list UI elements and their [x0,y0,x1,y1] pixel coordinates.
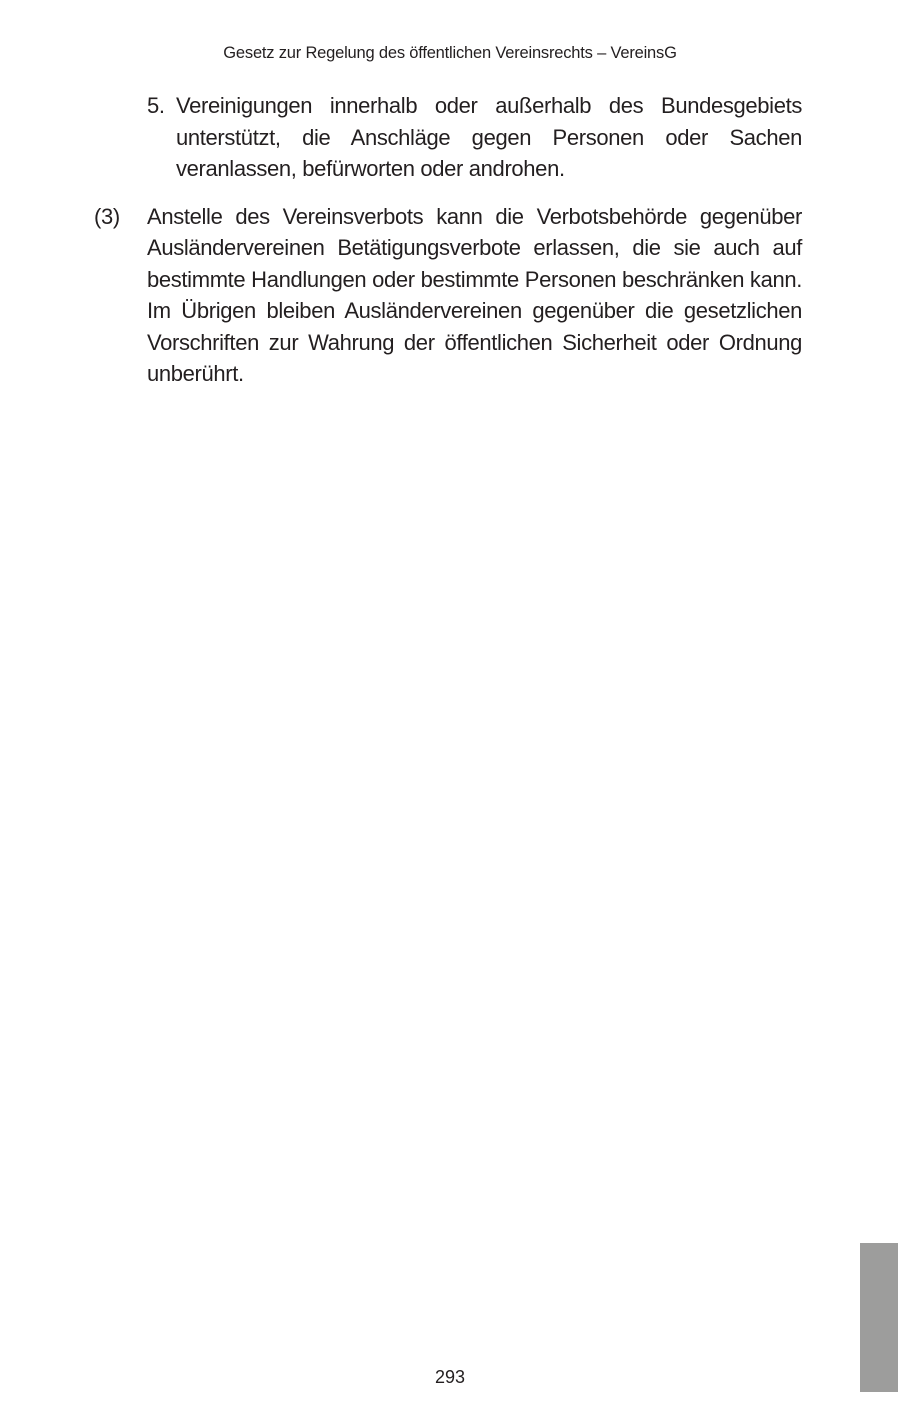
page-body [0,90,900,390]
paragraph-3 [94,201,802,390]
paragraph-number: (3) [94,203,120,229]
thumb-index-tab [860,1243,898,1392]
running-header: Gesetz zur Regelung des öffentlichen Vereinsrechts – VereinsG [223,44,677,62]
list-item-5 [147,90,802,185]
list-item-text: Vereinigungen innerhalb oder außerhalb des Bundesgebiets unterstützt, die Anschläge gegen Personen oder Sachen veranlassen, befürworten oder androhen. [176,93,802,181]
page-number: 293 [434,1367,466,1387]
paragraph-text: Anstelle des Vereinsverbots kann die Verbotsbehörde gegenüber Ausländervereinen Betätigungsverbote erlassen, die sie auch auf bestimmte Handlungen oder bestimmte Personen beschränken kann. Im Übrigen bleiben Ausländervereinen gegenüber die gesetzlichen Vorschriften zur Wahrung der öffentlichen Sicherheit oder Ordnung unberührt. [147,203,802,386]
list-item-number: 5. [147,93,165,118]
